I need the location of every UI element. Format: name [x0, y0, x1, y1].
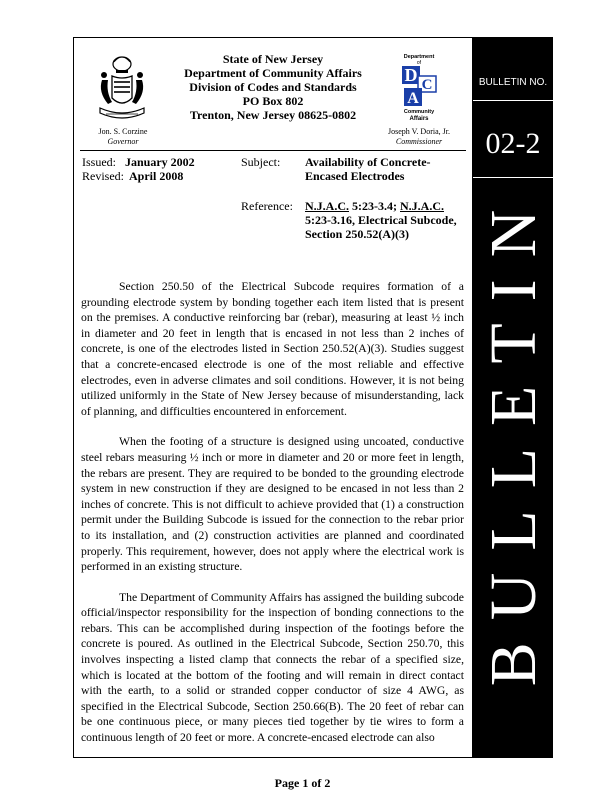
- subject-line-1: Availability of Concrete-: [305, 155, 431, 169]
- governor-name: Jon. S. Corzine: [98, 127, 148, 136]
- bulletin-vertical-title: BULLETIN: [477, 187, 550, 687]
- page-number: Page 1 of 2: [274, 776, 331, 790]
- svg-text:D: D: [404, 65, 418, 85]
- commissioner-block: [378, 127, 460, 147]
- svg-text:C: C: [421, 77, 433, 93]
- svg-text:Affairs: Affairs: [409, 116, 429, 122]
- reference-line-3: Section 250.52(A)(3): [305, 227, 409, 241]
- subject-value: [305, 155, 431, 183]
- reference-line-2: 5:23-3.16, Electrical Subcode,: [305, 213, 457, 227]
- governor-block: [88, 127, 158, 147]
- svg-text:Department: Department: [403, 54, 435, 60]
- agency-address: [158, 52, 388, 122]
- agency-division: Division of Codes and Standards: [189, 80, 357, 94]
- agency-department: Department of Community Affairs: [184, 66, 362, 80]
- issued-label: Issued:: [82, 155, 116, 169]
- issued-value: January 2002: [125, 155, 195, 169]
- agency-po-box: PO Box 802: [242, 94, 304, 108]
- sidebar-divider: [473, 100, 553, 101]
- reference-value: N.J.A.C. 5:23-3.4; N.J.A.C. 5:23-3.16, Electrical Subcode, Section 250.52(A)(3): [305, 199, 457, 241]
- svg-text:of: of: [416, 60, 422, 66]
- body-paragraph: The Department of Community Affairs has assigned the building subcode official/inspector responsibility for the inspection of bonding connections to the rebars. This can be accomplished during inspection of the footings before the concrete is poured. As outlined in the Electrical Subcode, Section 250.70, this involves inspecting a listed clamp that connects the rebar of a specified size, which is located at the bottom of the footing and will remain in direct contact with the earth, to a solid or stranded copper conductor of size 4 AWG, as specified in the Electrical Subcode, Section 250.66(B). The 20 feet of rebar can be one continuous piece, or many pieces tied together by tie wires to form a continuous length of 20 feet or more. A concrete-encased electrode can also: [81, 590, 464, 745]
- bulletin-number-label: BULLETIN NO.: [478, 77, 548, 88]
- dca-logo: [398, 50, 440, 122]
- subject-line-2: Encased Electrodes: [305, 169, 405, 183]
- revised-label: Revised:: [82, 169, 124, 183]
- agency-state: State of New Jersey: [222, 52, 324, 66]
- svg-text:A: A: [407, 90, 419, 107]
- revised-line: [82, 169, 183, 183]
- reference-label: Reference:: [241, 199, 293, 213]
- body-paragraph: Section 250.50 of the Electrical Subcode requires formation of a grounding electrode system by bonding together each item listed that is present on the premises. A conductive reinforcing bar (rebar), measuring at least ½ inch in diameter and 20 feet in length that is encased in not less than 2 inches of concrete, is one of the electrodes listed in Section 250.52(A)(3). Studies suggest that a concrete-encased electrode is one of the most reliable and effective electrodes, even in adverse climates and soil conditions. However, it is not being utilized uniformly in the State of New Jersey because of misunderstanding, lack of planning, and difficulties encountered in enforcement.: [81, 280, 464, 418]
- body-paragraph: When the footing of a structure is designed using uncoated, conductive steel rebars measuring ½ inch or more in diameter and 20 or more feet in length, the rebars are present. They are required to be bonded to the grounding electrode system in new construction if they are designed to be encased in not less than 2 inches of concrete. This is not difficult to achieve provided that (1) a construction permit under the Building Subcode is issued for the connection to the rebar prior to its installation, and (2) construction activities are planned and coordinated properly. This requirement, however, does not apply where the electrical work is performed in an existing structure.: [81, 435, 464, 574]
- header-rule: [80, 150, 466, 151]
- svg-text:Community: Community: [403, 109, 435, 115]
- revised-value: April 2008: [129, 169, 184, 183]
- reference-njac-link[interactable]: N.J.A.C.: [305, 199, 349, 213]
- commissioner-name: Joseph V. Doria, Jr.: [388, 127, 450, 136]
- state-seal-icon: [96, 50, 148, 122]
- issued-line: [82, 155, 195, 169]
- subject-label: Subject:: [241, 155, 281, 169]
- agency-city: Trenton, New Jersey 08625-0802: [189, 108, 357, 122]
- bulletin-number: 02-2: [485, 127, 541, 160]
- commissioner-title: Commissioner: [395, 137, 443, 146]
- reference-njac-link-2[interactable]: N.J.A.C.: [400, 199, 444, 213]
- governor-title: Governor: [107, 137, 139, 146]
- bulletin-body: [81, 279, 464, 761]
- sidebar-divider: [473, 177, 553, 178]
